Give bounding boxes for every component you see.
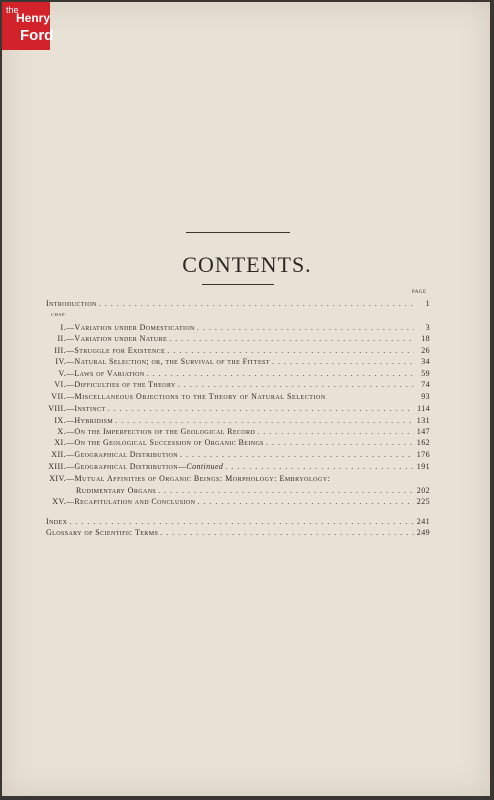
toc-entry-chapter [40,497,430,506]
toc-entry-chapter [40,438,430,447]
toc-leader [147,369,414,378]
toc-page: 241 [416,517,430,526]
toc-entry-chapter [40,357,430,366]
toc-entry-index [46,517,430,526]
toc-label: Introduction [46,299,97,308]
toc-label: —Geographical Distribution—Continued [66,462,224,471]
toc-label: Index [46,517,68,526]
toc-chapter-number: XV. [52,497,66,506]
toc-label: Rudimentary Organs [76,486,157,495]
toc-entry-chapter [40,416,430,425]
toc-leader [69,517,414,526]
toc-label-italic: Continued [186,462,224,471]
toc-leader [257,427,414,436]
toc-page: 1 [425,299,430,308]
toc-entry-chapter [40,404,430,413]
logo-henry: Henry [16,11,51,25]
toc-leader [197,497,414,506]
toc-leader [167,346,414,355]
toc-entry-chapter [40,474,430,483]
toc-leader [99,299,414,308]
bottom-rule [202,284,274,285]
toc-entry-chapter [40,450,430,459]
toc-leader [225,462,414,471]
toc-chapter-number: III. [54,346,66,355]
logo-the: the [6,5,19,15]
toc-leader [178,380,414,389]
toc-label: —Struggle for Existence [66,346,166,355]
toc-leader [115,416,414,425]
toc-page: 3 [425,323,430,332]
toc-leader [108,404,414,413]
toc-entry-chapter [40,427,430,436]
toc-page: 59 [421,369,430,378]
toc-leader [180,450,414,459]
logo-ford: Ford [20,27,54,44]
toc-leader [266,438,414,447]
toc-label: —On the Geological Succession of Organic Beings [66,438,264,447]
toc-chapter-number: XIV. [49,474,66,483]
toc-chapter-number: X. [57,427,66,436]
toc-chapter-number: VIII. [48,404,66,413]
toc-label: —Miscellaneous Objections to the Theory of Natural Selection [66,392,326,401]
toc-page: 225 [416,497,430,506]
toc-page: 93 [421,392,430,401]
toc-chapter-number: II. [57,334,66,343]
toc-chapter-number: I. [60,323,66,332]
toc-page: 26 [421,346,430,355]
toc-page: 249 [416,528,430,537]
toc-page: 131 [416,416,430,425]
toc-entry-chapter [40,392,430,401]
toc-entry-chapter [40,346,430,355]
toc-entry-glossary [46,528,430,537]
toc-chapter-number: XI. [54,438,66,447]
toc-leader [169,334,414,343]
toc-label: —Difficulties of the Theory [66,380,176,389]
toc-chapter-number: VI. [54,380,66,389]
toc-page: 147 [416,427,430,436]
toc-chapter-number: V. [58,369,66,378]
toc-page: 34 [421,357,430,366]
toc-page: 18 [421,334,430,343]
toc-page: 74 [421,380,430,389]
toc-leader [158,486,414,495]
toc-label: —Hybridism [66,416,114,425]
toc-chapter-number: XIII. [48,462,66,471]
toc-chapter-number: IX. [54,416,66,425]
toc-entry-chapter [40,462,430,471]
toc-chapter-number: IV. [55,357,66,366]
toc-label: —Geographical Distribution [66,450,178,459]
toc-label: Glossary of Scientific Terms [46,528,159,537]
toc-entry-chapter [40,380,430,389]
toc-label: —Natural Selection; or, the Survival of the Fittest [66,357,270,366]
toc-label: —Variation under Nature [66,334,168,343]
toc-page: 202 [416,486,430,495]
toc-leader [272,357,414,366]
toc-chapter-number: VII. [51,392,66,401]
toc-label: —Laws of Variation [66,369,145,378]
toc-entry-continuation [76,486,430,495]
toc-chapter-number: XII. [51,450,66,459]
toc-page: 191 [416,462,430,471]
toc-page: 114 [417,404,430,413]
toc-label: —Mutual Affinities of Organic Beings: Morphology: Embryology: [66,474,331,483]
henry-ford-logo[interactable] [2,2,54,50]
toc-entry-chapter [40,334,430,343]
page-column-label: PAGE [412,290,427,295]
toc-entry-chapter [40,323,430,332]
toc-entry-introduction [46,299,430,308]
toc-label: —Instinct [66,404,106,413]
toc-label: —Variation under Domestication [66,323,195,332]
toc-entry-chapter [40,369,430,378]
toc-page: 176 [416,450,430,459]
toc-leader [160,528,414,537]
page-title: CONTENTS. [182,252,312,277]
toc-label: —Recapitulation and Conclusion [66,497,196,506]
toc-leader [197,323,414,332]
top-rule [186,232,290,233]
toc-page: 162 [416,438,430,447]
toc-label: —On the Imperfection of the Geological Record [66,427,256,436]
chapter-column-label: CHAP. [51,312,67,317]
